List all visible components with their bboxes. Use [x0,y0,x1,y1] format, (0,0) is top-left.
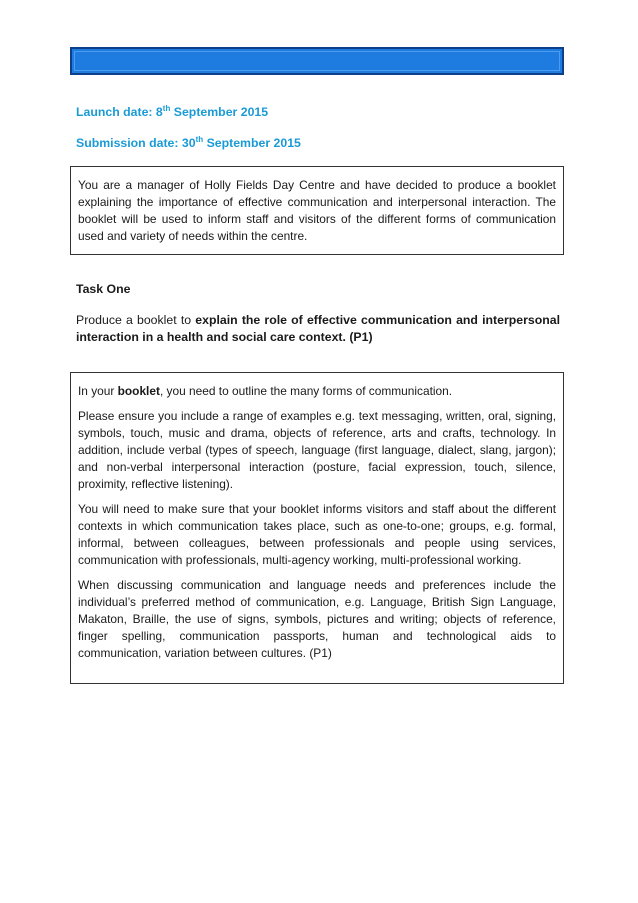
launch-date: Launch date: 8th September 2015 [76,104,269,119]
guidance-box [70,372,564,684]
scenario-box [70,166,564,255]
guidance-paragraph: When discussing communication and language needs and preferences include the individual’s preferred method of communication, e.g. Language, British Sign Language, Makaton, Braille, the use of signs, symbols, pictures and writing; objects of reference, finger spelling, communication passports, human and technological aids to communication, variation between cultures. (P1) [78,578,556,660]
scenario-text: You are a manager of Holly Fields Day Centre and have decided to produce a booklet explaining the importance of effective communication and interpersonal interaction. The booklet will be used to inform staff and visitors of the different forms of communication used and variety of needs within the centre. [78,178,556,243]
guidance-paragraph: You will need to make sure that your booklet informs visitors and staff about the different contexts in which communication takes place, such as one-to-one; groups, e.g. formal, informal, between colleagues, between professionals and people using services, communication with professionals, multi-agency working, multi-professional working. [78,502,556,567]
task-description: Produce a booklet to explain the role of effective communication and interpersonal interaction in a health and social care context. (P1) [76,313,561,344]
task-title: Task One [76,282,131,296]
guidance-paragraph: Please ensure you include a range of examples e.g. text messaging, written, oral, signing, symbols, touch, music and drama, objects of reference, arts and crafts, technology. In addition, include verbal (types of speech, language (first language, dialect, slang, jargon); and non-verbal interpersonal interaction (posture, facial expression, touch, silence, proximity, reflective listening). [78,409,556,491]
header-bar [70,47,564,75]
submission-date: Submission date: 30th September 2015 [76,135,301,150]
guidance-paragraph: In your booklet, you need to outline the many forms of communication. [78,384,453,398]
